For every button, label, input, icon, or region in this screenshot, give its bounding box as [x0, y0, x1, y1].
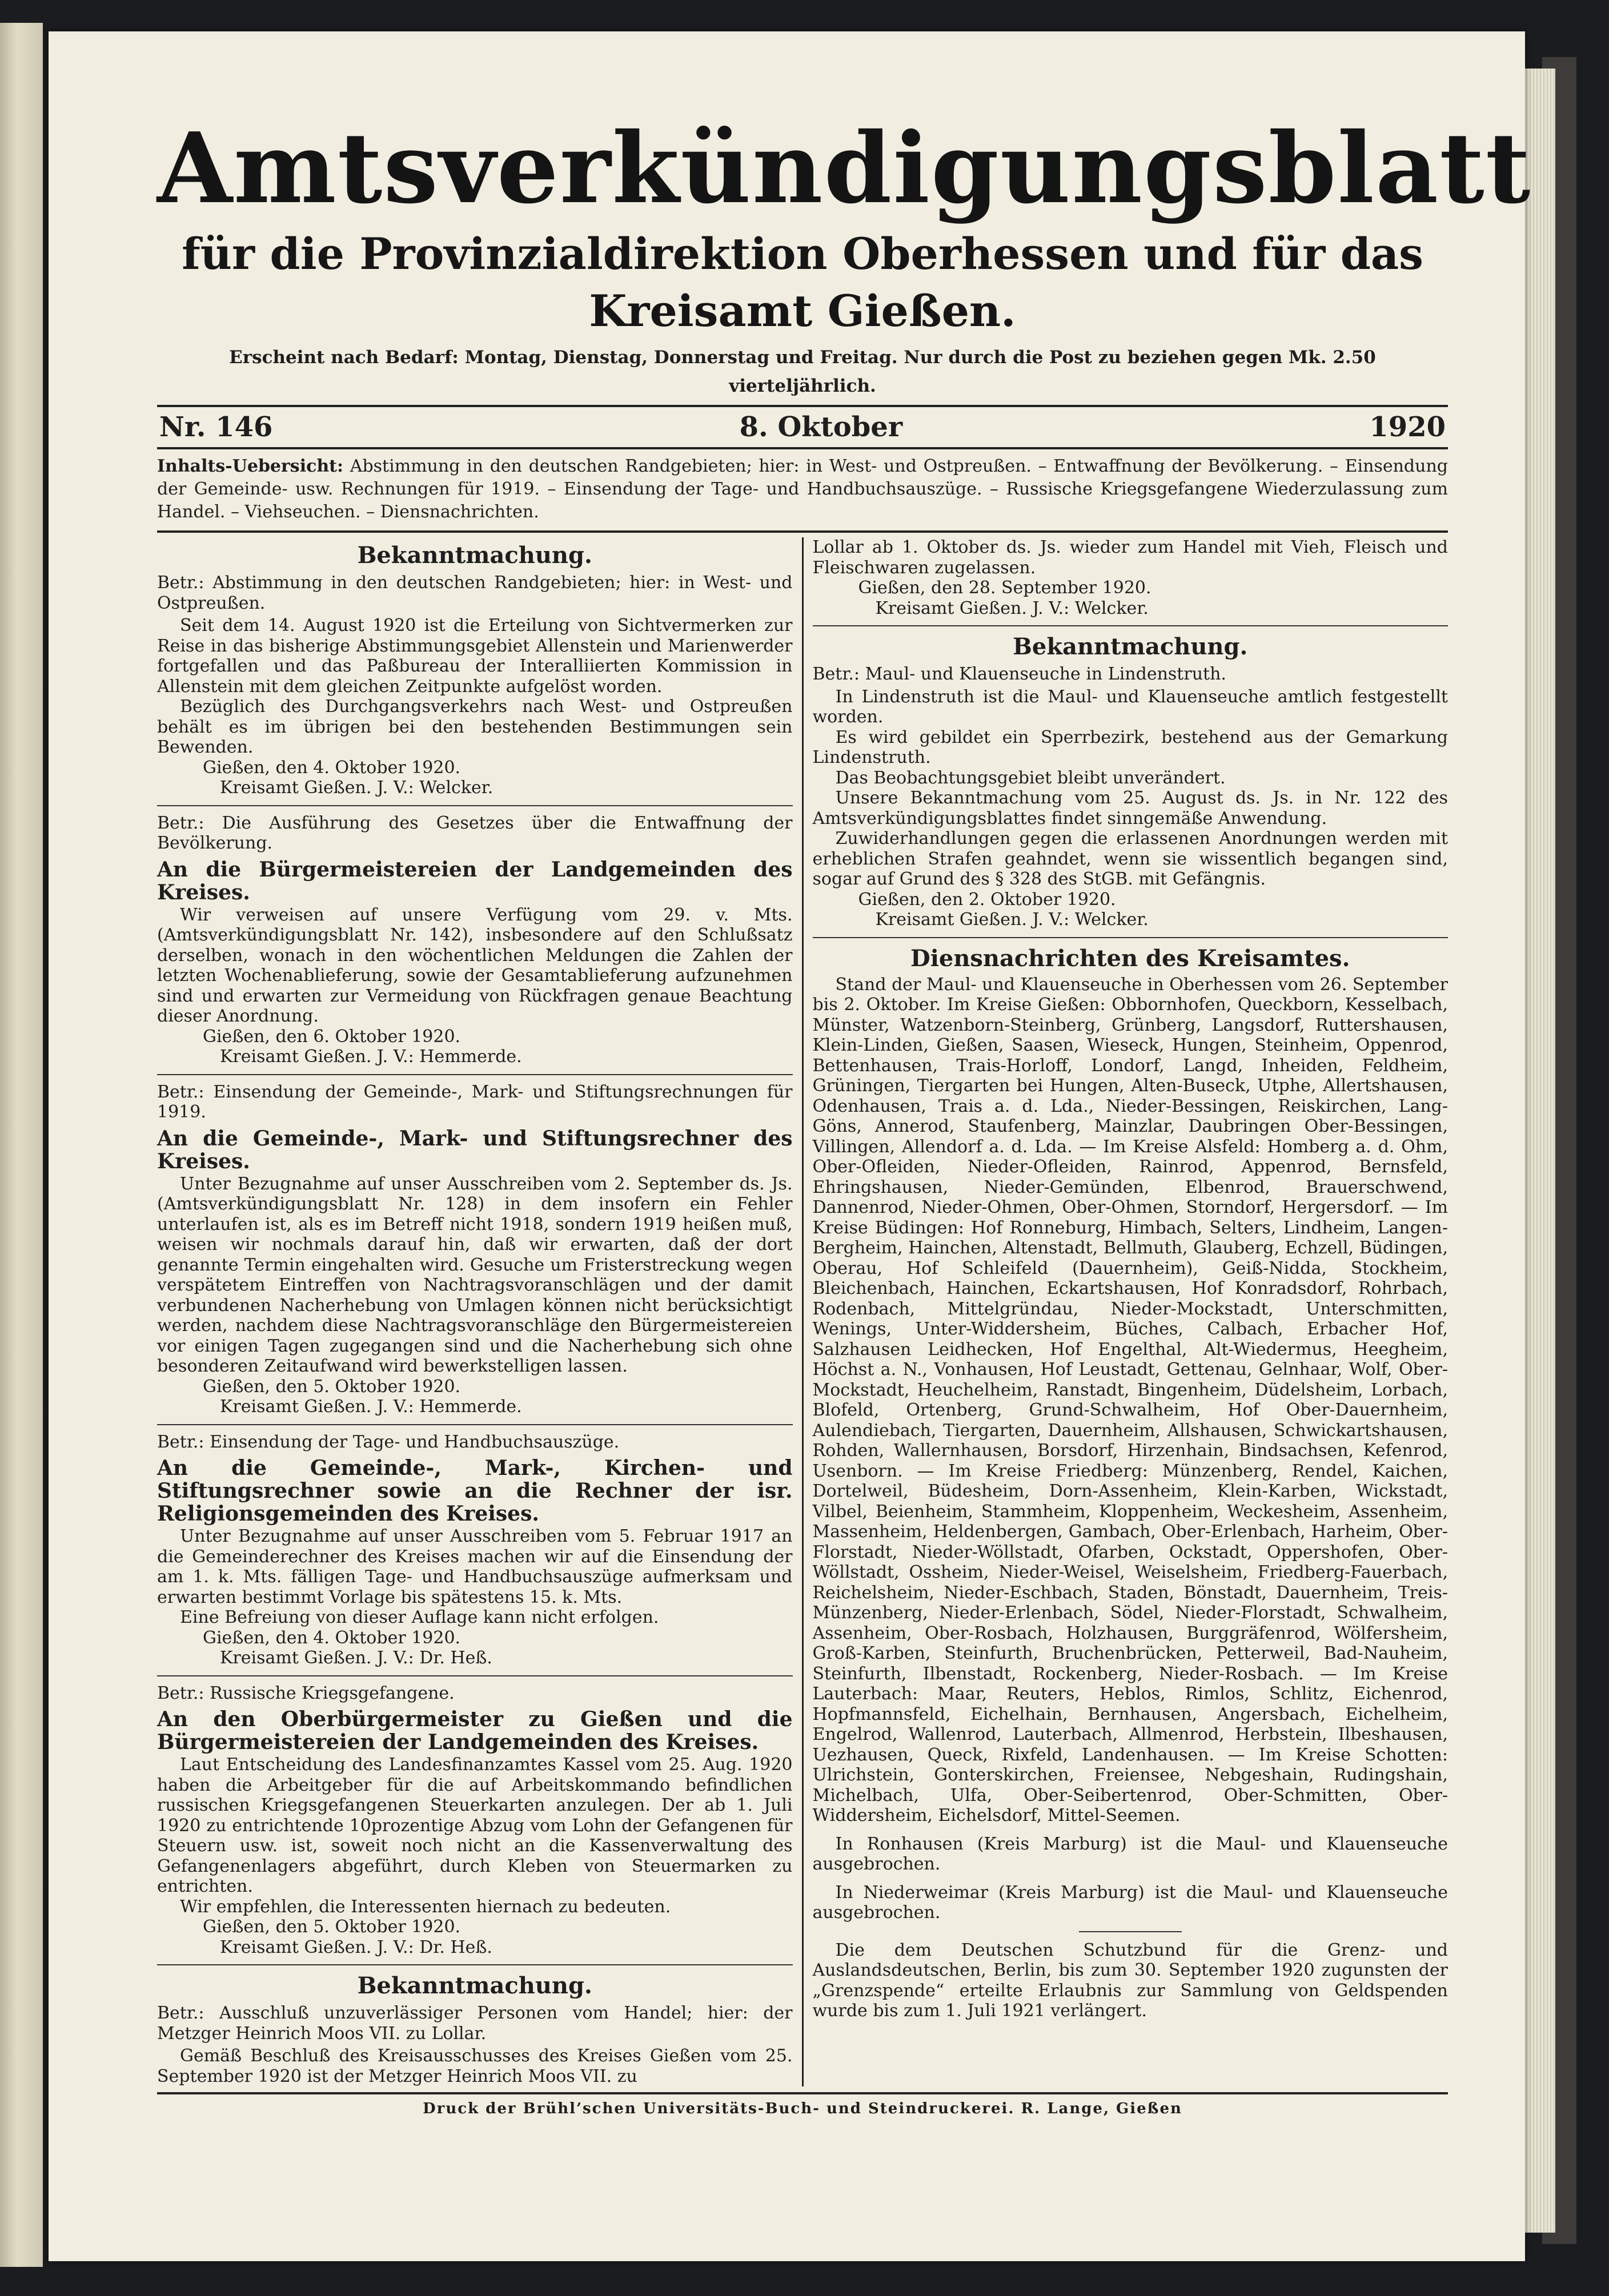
separator: [813, 937, 1448, 938]
signature-place-date: Gießen, den 4. Oktober 1920.: [203, 757, 461, 778]
signature-place-date: Gießen, den 5. Oktober 1920.: [203, 1917, 461, 1937]
paragraph: Das Beobachtungsgebiet bleibt unverändert.: [835, 767, 1226, 788]
notice-heading: Bekanntmachung.: [357, 1972, 592, 1999]
toc-label: Inhalts-Uebersicht:: [157, 456, 344, 476]
notice-subject: Betr.: Ausschluß unzuverlässiger Personen vom Handel; hier: der Metzger Heinrich Moos VII. zu Lollar.: [157, 2003, 793, 2044]
table-of-contents: [157, 449, 1448, 530]
paragraph: Unter Bezugnahme auf unser Ausschreiben vom 2. September ds. Js. (Amtsverkündigungsblatt Nr. 128) in dem insofern ein Fehler unterlaufen ist, als es im Betreff nicht 1918, sondern 1919 heißen muß, weisen wir nochmals darauf hin, daß wir erwarten, daß der dort genannte Termin eingehalten wird. Gesuche um Fristerstreckung wegen verspätetem Eintreffen von Nachtragsvoranschlägen und der damit verbundenen Nacherhebung von Umlagen können nicht berücksichtigt werden, nachdem diese Nachtragsvoranschläge den Bürgermeistereien vor einigen Tagen zugegangen sind und die Nacherhebung sich ohne besonderen Zeitaufwand wird bewerkstelligen lassen.: [157, 1173, 793, 1376]
newspaper-page: [49, 31, 1532, 2261]
paragraph: Gemäß Beschluß des Kreisausschusses des Kreises Gießen vom 25. September 1920 ist der Metzger Heinrich Moos VII. zu: [157, 2046, 793, 2086]
separator: [157, 1964, 793, 1965]
toc-text: Abstimmung in den deutschen Randgebieten; hier: in West- und Ostpreußen. – Entwaffnung der Bevölkerung. – Einsendung der Gemeinde- usw. Rechnungen für 1919. – Einsendung der Tage- und Handbuchsauszüge. – Russische Kriegsgefangene Wiederzulassung zum Handel. – Viehseuchen. – Diensnachrichten.: [157, 456, 1448, 522]
paragraph: In Lindenstruth ist die Maul- und Klauenseuche amtlich festgestellt worden.: [812, 686, 1448, 727]
publication-schedule: Erscheint nach Bedarf: Montag, Dienstag, Donnerstag und Freitag. Nur durch die Post zu beziehen gegen Mk. 2.50 vierteljährlich.: [229, 347, 1376, 396]
toc-rule: [157, 530, 1448, 533]
notice-subject: Betr.: Maul- und Klauenseuche in Lindenstruth.: [812, 664, 1226, 684]
masthead: [157, 111, 1532, 400]
separator: [813, 625, 1448, 626]
signature-office: Kreisamt Gießen. J. V.: Hemmerde.: [220, 1397, 522, 1417]
notice-subject: Betr.: Die Ausführung des Gesetzes über die Entwaffnung der Bevölkerung.: [157, 813, 793, 853]
paragraph: Stand der Maul- und Klauenseuche in Oberhessen vom 26. September bis 2. Oktober. Im Kreise Gießen: Obbornhofen, Queckborn, Kesselbach, Münster, Watzenborn-Steinberg, Grünberg, Langsdorf, Ruttershausen, Klein-Linden, Gießen, Saasen, Wieseck, Hungen, Steinheim, Oppenrod, Bettenhausen, Trais-Horloff, Londorf, Langd, Inheiden, Feldheim, Grüningen, Tiergarten bei Hungen, Alten-Buseck, Utphe, Allertshausen, Odenhausen, Trais a. d. Lda., Nieder-Bessingen, Reiskirchen, Lang-Göns, Annerod, Staufenberg, Mainzlar, Daubringen Ober-Bessingen, Villingen, Allendorf a. d. Lda. — Im Kreise Alsfeld: Homberg a. d. Ohm, Ober-Ofleiden, Nieder-Ofleiden, Rainrod, Appenrod, Bernsfeld, Ehringshausen, Nieder-Gemünden, Elbenrod, Brauerschwend, Dannenrod, Nieder-Ohmen, Ober-Ohmen, Storndorf, Hergersdorf. — Im Kreise Büdingen: Hof Ronneburg, Himbach, Selters, Lindheim, Langen-Bergheim, Hainchen, Altenstadt, Bellmuth, Glauberg, Echzell, Büdingen, Oberau, Hof Schleifeld (Dauernheim), Geiß-Nidda, Stockheim, Bleichenbach, Hainchen, Eckartshausen, Hof Konradsdorf, Rohrbach, Rodenbach, Mittelgründau, Nieder-Mockstadt, Unterschmitten, Wenings, Unter-Widdersheim, Büches, Calbach, Erbacher Hof, Salzhausen Leidhecken, Hof Engelthal, Alt-Wiedermus, Heegheim, Höchst a. N., Vonhausen, Hof Leustadt, Gettenau, Gelnhaar, Wolf, Ober-Mockstadt, Heuchelheim, Ranstadt, Bingenheim, Düdelsheim, Lorbach, Blofeld, Ortenberg, Grund-Schwalheim, Hof Ober-Dauernheim, Aulendiebach, Tiergarten, Dauernheim, Allshausen, Schwickartshausen, Rohden, Wallernhausen, Borsdorf, Hirzenhain, Bindsachsen, Kefenrod, Usenborn. — Im Kreise Friedberg: Münzenberg, Rendel, Kaichen, Dortelweil, Büdesheim, Dorn-Assenheim, Klein-Karben, Wickstadt, Vilbel, Beienheim, Stammheim, Kloppenheim, Weckesheim, Assenheim, Massenheim, Heldenbergen, Gambach, Ober-Erlenbach, Harheim, Ober-Florstadt, Nieder-Wöllstadt, Ofarben, Ockstadt, Oppershofen, Ober-Wöllstadt, Ossheim, Nieder-Weisel, Weiselsheim, Friedberg-Fauerbach, Reichelsheim, Nieder-Eschbach, Staden, Bönstadt, Dauernheim, Treis-Münzenberg, Nieder-Erlenbach, Södel, Nieder-Florstadt, Schwalheim, Assenheim, Ober-Rosbach, Holzhausen, Burggräfenrod, Wölfersheim, Groß-Karben, Steinfurth, Bruchenbrücken, Petterweil, Bad-Nauheim, Steinfurth, Ilbenstadt, Rockenberg, Nieder-Rosbach. — Im Kreise Lauterbach: Maar, Reuters, Heblos, Rimlos, Schlitz, Eichenrod, Hopfmannsfeld, Eichelhain, Bernhausen, Angersbach, Eichelheim, Engelrod, Wallenrod, Lauterbach, Allmenrod, Herbstein, Ilbeshausen, Uezhausen, Queck, Rixfeld, Landenhausen. — Im Kreise Schotten: Ulrichstein, Gonterskirchen, Freiensee, Nebgeshain, Rudingshain, Michelbach, Ulfa, Ober-Seibertenrod, Ober-Schmitten, Ober-Widdersheim, Eichelsdorf, Mittel-Seemen.: [812, 974, 1448, 1825]
paragraph: In Ronhausen (Kreis Marburg) ist die Maul- und Klauenseuche ausgebrochen.: [812, 1833, 1448, 1874]
notice-heading: Bekanntmachung.: [357, 542, 592, 569]
paragraph: Zuwiderhandlungen gegen die erlassenen Anordnungen werden mit erheblichen Strafen geahndet, wenn sie wissentlich begangen sind, sogar auf Grund des § 328 des StGB. mit Gefängnis.: [812, 829, 1448, 889]
notice-addressee: An die Gemeinde-, Mark- und Stiftungsrechner des Kreises.: [157, 1126, 793, 1173]
paragraph: Es wird gebildet ein Sperrbezirk, bestehend aus der Gemarkung Lindenstruth.: [812, 727, 1448, 767]
notice-addressee: An die Bürgermeistereien der Landgemeinden des Kreises.: [157, 857, 793, 904]
signature-office: Kreisamt Gießen. J. V.: Welcker.: [875, 910, 1149, 930]
notice-subject: Betr.: Einsendung der Tage- und Handbuchsauszüge.: [157, 1432, 620, 1452]
left-column: [157, 537, 802, 2086]
signature-place-date: Gießen, den 5. Oktober 1920.: [203, 1376, 461, 1397]
signature-office: Kreisamt Gießen. J. V.: Dr. Heß.: [220, 1937, 492, 1957]
signature-office: Kreisamt Gießen. J. V.: Dr. Heß.: [220, 1648, 492, 1668]
signature-office: Kreisamt Gießen. J. V.: Hemmerde.: [220, 1047, 522, 1067]
signature-place-date: Gießen, den 4. Oktober 1920.: [203, 1627, 461, 1648]
paragraph: Wir verweisen auf unsere Verfügung vom 29. v. Mts. (Amtsverkündigungsblatt Nr. 142), insbesondere auf den Schlußsatz derselben, wonach in den wöchentlichen Meldungen die Zahlen der letzten Wochenablieferung, sowie der Gesamtablieferung aufzunehmen sind und erwarten zur Vermeidung von Rückfragen genaue Beachtung dieser Anordnung.: [157, 904, 793, 1026]
separator: [157, 1074, 793, 1075]
issue-date: 8. Oktober: [739, 411, 903, 443]
notice-addressee: An den Oberbürgermeister zu Gießen und die Bürgermeistereien der Landgemeinden des Kreises.: [157, 1707, 793, 1754]
signature-place-date: Gießen, den 28. September 1920.: [858, 578, 1151, 598]
paragraph: In Niederweimar (Kreis Marburg) ist die Maul- und Klauenseuche ausgebrochen.: [812, 1882, 1448, 1923]
notice-subject: Betr.: Abstimmung in den deutschen Randgebieten; hier: in West- und Ostpreußen.: [157, 573, 793, 613]
signature-office: Kreisamt Gießen. J. V.: Welcker.: [220, 778, 493, 798]
notice-addressee: An die Gemeinde-, Mark-, Kirchen- und Stiftungsrechner sowie an die Rechner der isr. Religionsgemeinden des Kreises.: [157, 1456, 793, 1526]
paragraph: Wir empfehlen, die Interessenten hiernach zu bedeuten.: [180, 1896, 671, 1917]
separator: [157, 805, 793, 806]
issue-number: Nr. 146: [159, 411, 273, 443]
paragraph: Unter Bezugnahme auf unser Ausschreiben vom 5. Februar 1917 an die Gemeinderechner des Kreises machen wir auf die Einsendung der am 1. k. Mts. fälligen Tage- und Handbuchsauszüge aufmerksam und erwarten bestimmt Vorlage bis spätestens 15. k. Mts.: [157, 1526, 793, 1607]
issue-line: [157, 407, 1448, 447]
paragraph: Eine Befreiung von dieser Auflage kann nicht erfolgen.: [180, 1607, 659, 1627]
issue-year: 1920: [1369, 411, 1446, 443]
masthead-title: Amtsverkündigungsblatt: [157, 111, 1532, 226]
paragraph: Laut Entscheidung des Landesfinanzamtes Kassel vom 25. Aug. 1920 haben die Arbeitgeber für die auf Arbeitskommando befindlichen russischen Kriegsgefangenen Steuerkarten anzulegen. Der ab 1. Juli 1920 zu entrichtende 10prozentige Abzug vom Lohn der Gefangenen für Steuern usw. ist, soweit noch nicht an die Kassenverwaltung des Gefangenenlagers abgeführt, durch Kleben von Steuermarken zu entrichten.: [157, 1755, 793, 1896]
paragraph: Lollar ab 1. Oktober ds. Js. wieder zum Handel mit Vieh, Fleisch und Fleischwaren zugelassen.: [812, 537, 1448, 578]
notice-subject: Betr.: Russische Kriegsgefangene.: [157, 1683, 455, 1703]
separator: [157, 1424, 793, 1425]
left-page-edge: [0, 23, 43, 2267]
signature-place-date: Gießen, den 2. Oktober 1920.: [858, 889, 1116, 910]
masthead-subtitle: für die Provinzialdirektion Oberhessen und für das Kreisamt Gießen.: [182, 228, 1423, 336]
separator: [157, 1675, 793, 1676]
paragraph: Die dem Deutschen Schutzbund für die Grenz- und Auslandsdeutschen, Berlin, bis zum 30. September 1920 zugunsten der „Grenzspende“ erteilte Erlaubnis zur Sammlung von Geldspenden wurde bis zum 1. Juli 1921 verlängert.: [812, 1940, 1448, 2021]
notice-heading: Diensnachrichten des Kreisamtes.: [910, 944, 1350, 972]
notice-heading: Bekanntmachung.: [1013, 633, 1248, 660]
signature-place-date: Gießen, den 6. Oktober 1920.: [203, 1026, 461, 1047]
printer-imprint: Druck der Brühl’schen Universitäts-Buch- und Steindruckerei. R. Lange, Gießen: [423, 2100, 1182, 2117]
paragraph: Seit dem 14. August 1920 ist die Erteilung von Sichtvermerken zur Reise in das bisherige Abstimmungsgebiet Allenstein und Marienwerder fortgefallen und das Paßbureau der Interalliierten Kommission in Allenstein mit dem gleichen Zeitpunkte aufgelöst worden.: [157, 616, 793, 697]
signature-office: Kreisamt Gießen. J. V.: Welcker.: [875, 598, 1149, 618]
right-column: [802, 537, 1448, 2086]
paragraph: Unsere Bekanntmachung vom 25. August ds. Js. in Nr. 122 des Amtsverkündigungsblattes findet sinngemäße Anwendung.: [812, 788, 1448, 829]
columns: [157, 537, 1448, 2086]
notice-subject: Betr.: Einsendung der Gemeinde-, Mark- und Stiftungsrechnungen für 1919.: [157, 1081, 793, 1122]
page-content: [157, 111, 1532, 2123]
paragraph: Bezüglich des Durchgangsverkehrs nach West- und Ostpreußen behält es im übrigen bei den bestehenden Bestimmungen sein Bewenden.: [157, 697, 793, 757]
separator: [1079, 1931, 1182, 1932]
